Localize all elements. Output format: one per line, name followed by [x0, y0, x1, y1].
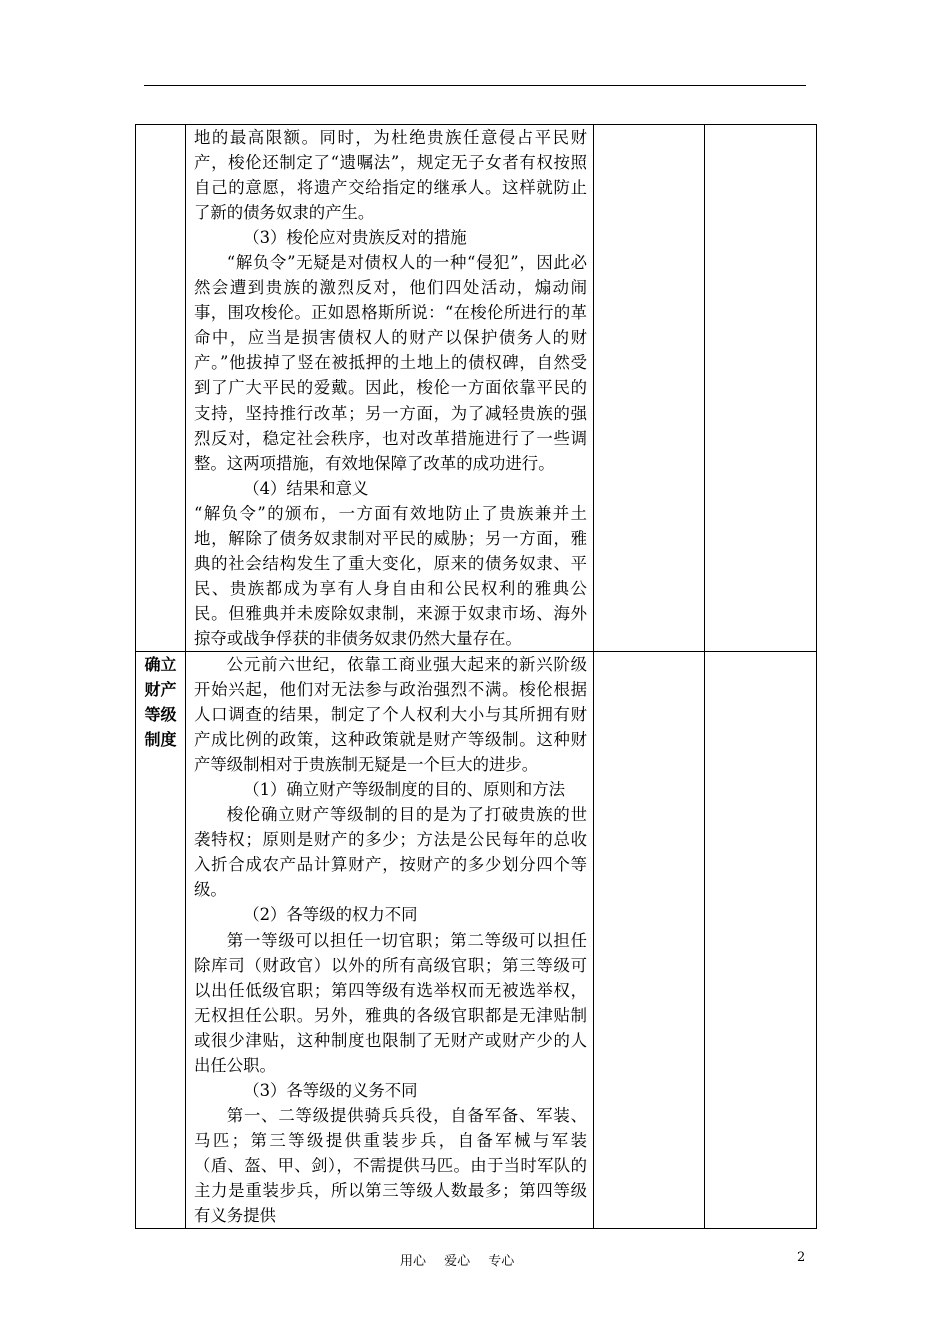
- page-number: 2: [797, 1250, 806, 1265]
- empty-cell: [594, 125, 705, 652]
- row-label-line: 等级: [144, 705, 177, 725]
- paragraph: （1）确立财产等级制度的目的、原则和方法: [243, 780, 566, 800]
- paragraph: （4）结果和意义: [243, 478, 369, 498]
- paragraph: （2）各等级的权力不同: [243, 905, 418, 925]
- table-row: [136, 125, 817, 652]
- paragraph: “解负令”无疑是对债权人的一种“侵犯”，因此必然会遭到贵族的激烈反对，他们四处活动，煽动闹事，围攻梭伦。正如恩格斯所说：“在梭伦所进行的革命中，应当是损害债权人的财产以保护债务人的财产。”他拔掉了竖在被抵押的土地上的债权碑，自然受到了广大平民的爱戴。因此，梭伦一方面依靠平民的支持，坚持推行改革；另一方面，为了减轻贵族的强烈反对，稳定社会秩序，也对改革措施进行了一些调整。这两项措施，有效地保障了改革的成功进行。: [194, 253, 587, 473]
- table-row: [136, 651, 817, 1228]
- row-content-cell: [186, 125, 594, 652]
- paragraph: “解负令”的颁布，一方面有效地防止了贵族兼并土地，解除了债务奴隶制对平民的威胁；另一方面，雅典的社会结构发生了重大变化，原来的债务奴隶、平民、贵族都成为享有人身自由和公民权利的雅典公民。但雅典并未废除奴隶制，来源于奴隶市场、海外掠夺或战争俘获的非债务奴隶仍然大量存在。: [194, 503, 587, 648]
- paragraph: 公元前六世纪，依靠工商业强大起来的新兴阶级开始兴起，他们对无法参与政治强烈不满。梭伦根据人口调查的结果，制定了个人权利大小与其所拥有财产成比例的政策，这种政策就是财产等级制。这种财产等级制相对于贵族制无疑是一个巨大的进步。: [194, 654, 587, 775]
- row-label-cell: [136, 125, 186, 652]
- empty-cell: [594, 651, 705, 1228]
- header-rule: [144, 85, 806, 86]
- row-label-cell: [136, 651, 186, 1228]
- paragraph: 第一等级可以担任一切官职；第二等级可以担任除库司（财政官）以外的所有高级官职；第三等级可以出任低级官职；第四等级有选举权而无被选举权，无权担任公职。另外，雅典的各级官职都是无津贴制或很少津贴，这种制度也限制了无财产或财产少的人出任公职。: [194, 930, 587, 1075]
- footer-motto: 用心 爱心 专心: [400, 1254, 515, 1269]
- paragraph: 地的最高限额。同时，为杜绝贵族任意侵占平民财产，梭伦还制定了“遗嘱法”，规定无子女者有权按照自己的意愿，将遗产交给指定的继承人。这样就防止了新的债务奴隶的产生。: [194, 128, 587, 223]
- row-label-line: 制度: [144, 730, 177, 750]
- empty-cell: [705, 651, 817, 1228]
- paragraph: （3）梭伦应对贵族反对的措施: [243, 228, 467, 248]
- row-label-line: 财产: [144, 680, 177, 700]
- row-content-cell: [186, 651, 594, 1228]
- empty-cell: [705, 125, 817, 652]
- paragraph: 梭伦确立财产等级制的目的是为了打破贵族的世袭特权；原则是财产的多少；方法是公民每年的总收入折合成农产品计算财产，按财产的多少划分四个等级。: [194, 805, 587, 900]
- content-table: [135, 124, 817, 1229]
- paragraph: （3）各等级的义务不同: [243, 1080, 418, 1100]
- paragraph: 第一、二等级提供骑兵兵役，自备军备、军装、马匹；第三等级提供重装步兵，自备军械与军装（盾、盔、甲、剑），不需提供马匹。由于当时军队的主力是重装步兵，所以第三等级人数最多；第四等级有义务提供: [194, 1105, 587, 1226]
- row-label-line: 确立: [144, 654, 177, 674]
